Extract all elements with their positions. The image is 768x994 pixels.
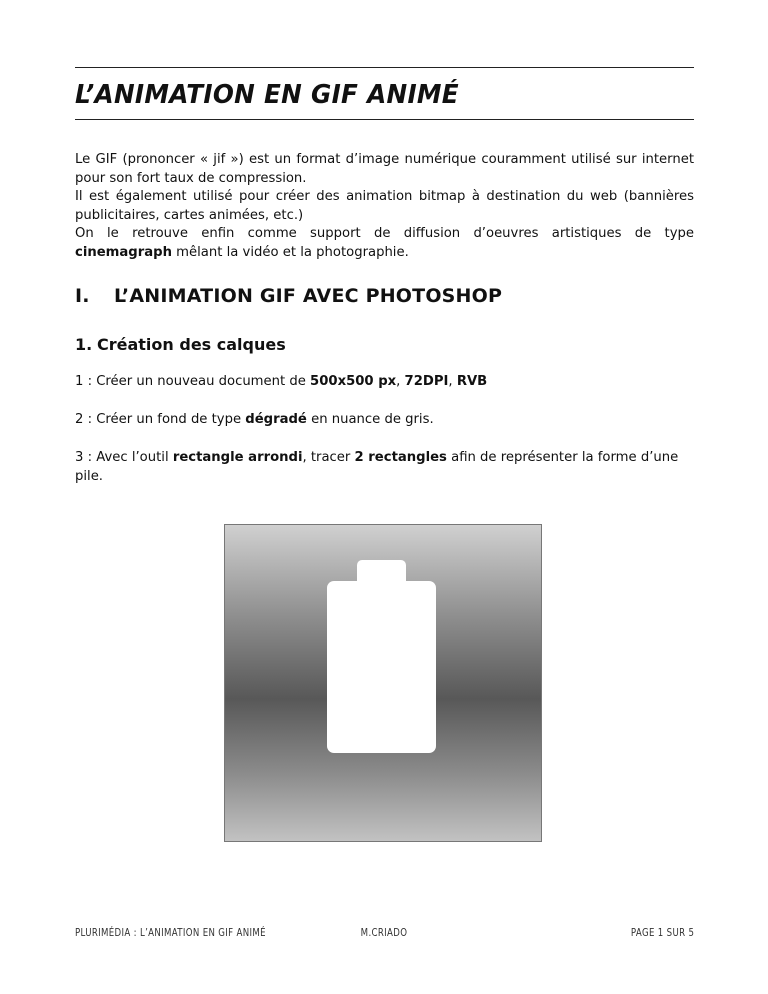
subsection-heading [75, 335, 286, 354]
subsection-title: Création des calques [97, 335, 286, 354]
cinemagraph-term: cinemagraph [75, 244, 172, 260]
step-1 [75, 372, 694, 391]
step-2 [75, 410, 694, 429]
battery-body [327, 581, 436, 753]
intro-paragraph-1: Le GIF (prononcer « jif ») est un format d’image numérique couramment utilisé sur internet pour son fort taux de compression. [75, 152, 694, 186]
section-heading [75, 285, 502, 307]
top-rule [75, 67, 694, 68]
step-3-text: 3 : Avec l’outil [75, 450, 173, 465]
step-3 [75, 448, 694, 486]
step-1-dpi: 72DPI [404, 374, 449, 389]
step-3-count: 2 rectangles [354, 450, 447, 465]
page-title: L’ANIMATION EN GIF ANIMÉ [75, 80, 459, 110]
step-3-suffix: afin de représenter la forme d’une pile. [75, 450, 679, 484]
footer-center: M.CRIADO [360, 927, 408, 939]
footer-right: PAGE 1 SUR 5 [630, 927, 694, 939]
step-1-size: 500x500 px [310, 374, 397, 389]
step-3-mid: , tracer [302, 450, 355, 465]
step-2-text: 2 : Créer un fond de type [75, 412, 246, 427]
battery-illustration [224, 524, 542, 842]
step-2-gradient: dégradé [245, 412, 307, 427]
intro-paragraph-3-line-2 [75, 244, 694, 263]
intro-text [75, 151, 694, 262]
battery-icon [225, 525, 541, 841]
step-1-text: 1 : Créer un nouveau document de [75, 374, 311, 389]
step-1-mode: RVB [456, 374, 488, 389]
intro-paragraph-2: Il est également utilisé pour créer des animation bitmap à destination du web (bannières publicitaires, cartes animées, etc.) [75, 189, 694, 223]
section-title: L’ANIMATION GIF AVEC PHOTOSHOP [114, 285, 503, 307]
intro-paragraph-3-end: mêlant la vidéo et la photographie. [171, 244, 409, 260]
section-number: I. [75, 285, 90, 307]
title-underline [75, 119, 694, 120]
subsection-number: 1. [75, 335, 93, 354]
footer-left: PLURIMÉDIA : L’ANIMATION EN GIF ANIMÉ [75, 927, 266, 939]
step-3-tool: rectangle arrondi [172, 450, 303, 465]
intro-paragraph-3-line-1: On le retrouve enfin comme support de diffusion d’oeuvres artistiques de type [75, 226, 694, 241]
step-1-sep-2: , [448, 374, 457, 389]
step-2-suffix: en nuance de gris. [306, 412, 434, 427]
step-1-sep-1: , [396, 374, 405, 389]
